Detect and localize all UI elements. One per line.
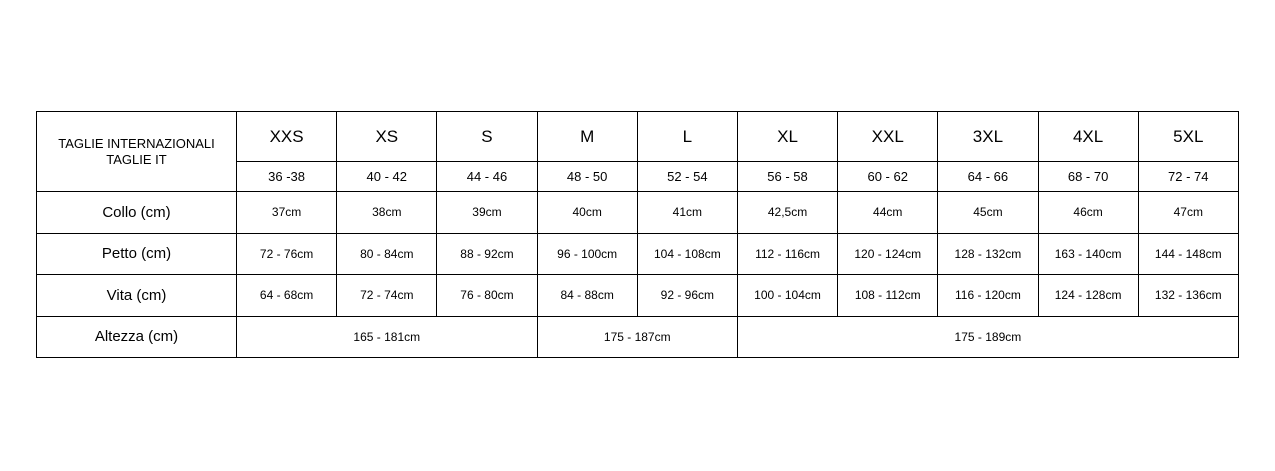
table-cell: 124 - 128cm: [1038, 275, 1138, 317]
table-cell: 45cm: [938, 192, 1038, 234]
it-size: 56 - 58: [737, 162, 837, 192]
size-code-row: [37, 112, 1239, 162]
row-label: Collo (cm): [37, 192, 237, 234]
height-group-cell: 175 - 187cm: [537, 316, 737, 358]
table-cell: 163 - 140cm: [1038, 233, 1138, 275]
table-cell: 104 - 108cm: [637, 233, 737, 275]
table-cell: 37cm: [237, 192, 337, 234]
table-cell: 88 - 92cm: [437, 233, 537, 275]
table-cell: 47cm: [1138, 192, 1238, 234]
table-cell: 128 - 132cm: [938, 233, 1038, 275]
table-cell: 42,5cm: [737, 192, 837, 234]
table-cell: 92 - 96cm: [637, 275, 737, 317]
table-cell: 72 - 74cm: [337, 275, 437, 317]
size-code: XXL: [838, 112, 938, 162]
size-code: 3XL: [938, 112, 1038, 162]
table-cell: 76 - 80cm: [437, 275, 537, 317]
table-cell: 144 - 148cm: [1138, 233, 1238, 275]
table-cell: 38cm: [337, 192, 437, 234]
table-cell: 120 - 124cm: [838, 233, 938, 275]
size-code: XXS: [237, 112, 337, 162]
header-label-cell: [37, 112, 237, 192]
size-code: 5XL: [1138, 112, 1238, 162]
table-cell: 44cm: [838, 192, 938, 234]
it-size: 52 - 54: [637, 162, 737, 192]
size-code: 4XL: [1038, 112, 1138, 162]
height-group-cell: 175 - 189cm: [737, 316, 1238, 358]
height-group-cell: 165 - 181cm: [237, 316, 538, 358]
table-cell: 96 - 100cm: [537, 233, 637, 275]
it-size: 64 - 66: [938, 162, 1038, 192]
size-code: XS: [337, 112, 437, 162]
label-international-sizes: TAGLIE INTERNAZIONALI: [58, 135, 215, 151]
it-size: 60 - 62: [838, 162, 938, 192]
table-row-vita: [37, 275, 1239, 317]
table-cell: 100 - 104cm: [737, 275, 837, 317]
size-code: L: [637, 112, 737, 162]
it-size: 72 - 74: [1138, 162, 1238, 192]
it-size: 68 - 70: [1038, 162, 1138, 192]
table-cell: 41cm: [637, 192, 737, 234]
table-row-collo: [37, 192, 1239, 234]
it-size: 44 - 46: [437, 162, 537, 192]
table-cell: 84 - 88cm: [537, 275, 637, 317]
table-cell: 39cm: [437, 192, 537, 234]
size-code: S: [437, 112, 537, 162]
table-cell: 80 - 84cm: [337, 233, 437, 275]
table-cell: 112 - 116cm: [737, 233, 837, 275]
label-it-sizes: TAGLIE IT: [106, 151, 167, 167]
size-code: XL: [737, 112, 837, 162]
table-cell: 64 - 68cm: [237, 275, 337, 317]
table-cell: 108 - 112cm: [838, 275, 938, 317]
row-label: Vita (cm): [37, 275, 237, 317]
table-cell: 132 - 136cm: [1138, 275, 1238, 317]
table-row-altezza: [37, 316, 1239, 358]
size-chart-table: [36, 111, 1239, 358]
row-label: Petto (cm): [37, 233, 237, 275]
it-size: 40 - 42: [337, 162, 437, 192]
row-label: Altezza (cm): [37, 316, 237, 358]
size-code: M: [537, 112, 637, 162]
table-cell: 116 - 120cm: [938, 275, 1038, 317]
table-cell: 40cm: [537, 192, 637, 234]
table-row-petto: [37, 233, 1239, 275]
it-size: 48 - 50: [537, 162, 637, 192]
table-cell: 72 - 76cm: [237, 233, 337, 275]
it-size: 36 -38: [237, 162, 337, 192]
table-cell: 46cm: [1038, 192, 1138, 234]
